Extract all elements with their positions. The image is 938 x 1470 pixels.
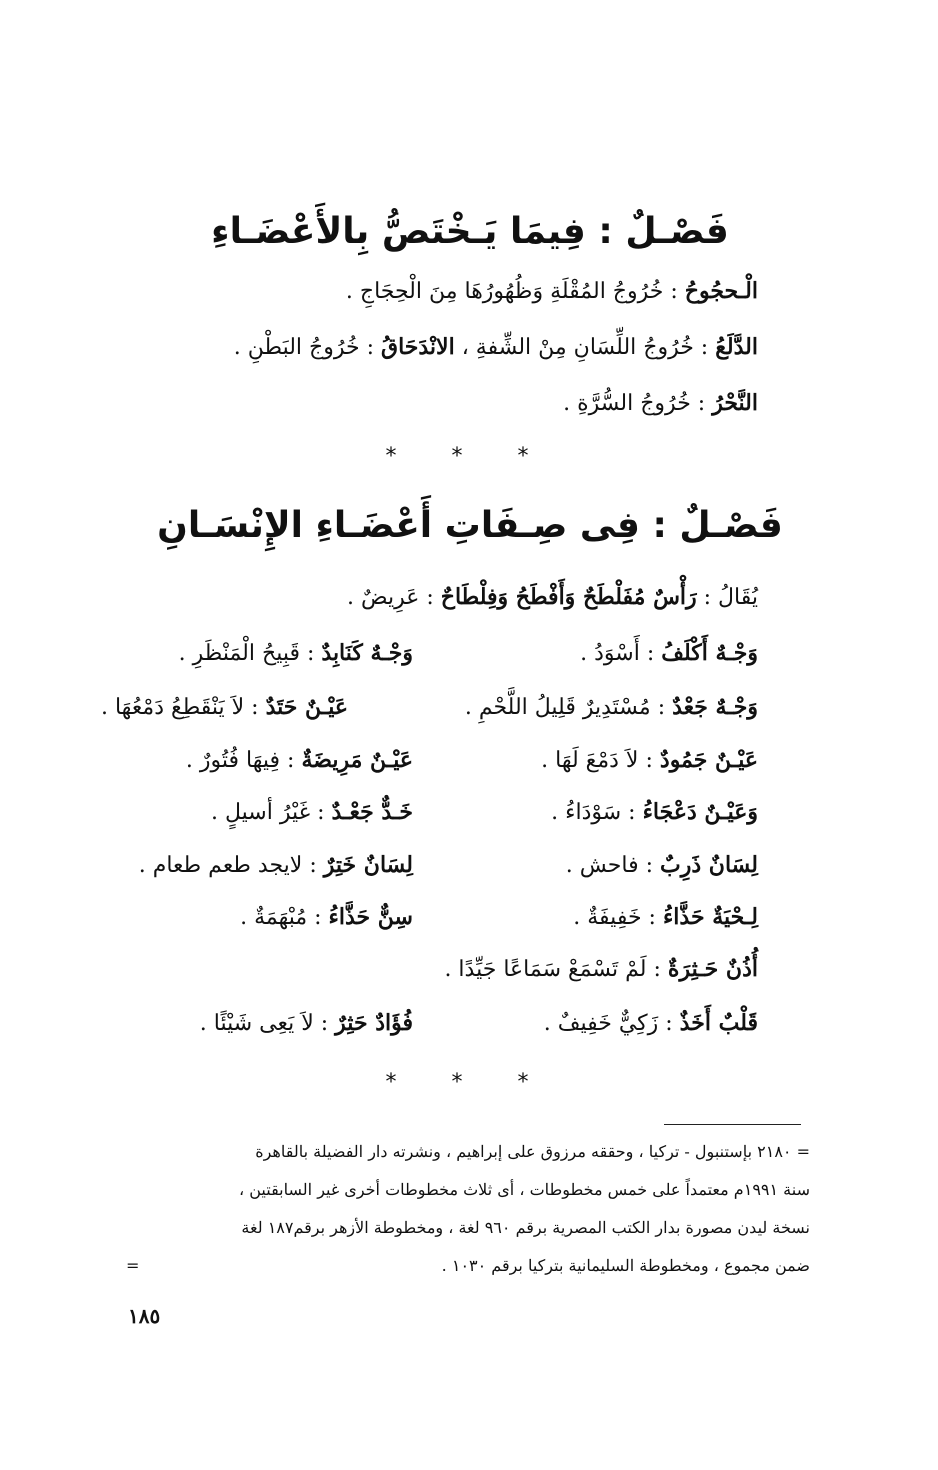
footnote-line: نسخة ليدن مصورة بدار الكتب المصرية برقم ٩٦٠ لغة ، ومخطوطة الأزهر برقم١٨٧ لغة xyxy=(241,1218,810,1237)
entry-pair xyxy=(118,787,758,837)
separator-stars: * * * xyxy=(385,1070,553,1095)
entry-pair xyxy=(118,998,758,1048)
entry-line xyxy=(118,266,758,317)
entry-definition: : خُرُوجُ البَطْنِ . xyxy=(233,335,381,360)
footnote-continuation-mark: = xyxy=(796,1142,810,1161)
footnote-line: سنة ١٩٩١م معتمداً على خمس مخطوطات ، أى ثلاث مخطوطات أخرى غير السابقتين ، xyxy=(239,1180,810,1199)
entry-line xyxy=(118,944,758,995)
entry-pair xyxy=(118,840,758,890)
entry-line xyxy=(118,572,758,623)
footnote-text: ٢١٨٠ بإستنبول - تركيا ، وحققه مرزوق على إبراهيم ، ونشرته دار الفضيلة بالقاهرة xyxy=(255,1142,792,1161)
entry-definition: : سَوْدَاءُ . xyxy=(551,800,643,825)
entry-definition: : فِيهَا فُتُورٌ . xyxy=(185,748,302,773)
entry-definition: : فاحش . xyxy=(565,853,661,878)
entry-term: وَجْـهٌ كَنَابِدٌ xyxy=(321,640,413,666)
entry-term: لِـحْيَةٌ حَذَّاءُ xyxy=(662,904,758,930)
entry-term: لِسَانٌ خَتِرٌ xyxy=(323,852,413,878)
entry-pair xyxy=(118,735,758,785)
entry-definition: : عَرِيضٌ . xyxy=(347,585,441,610)
entry-definition: : مُسْتَدِيرٌ قَلِيلُ اللَّحْمِ . xyxy=(464,695,673,720)
entry-definition: : مُبْهَمَةٌ . xyxy=(240,905,329,930)
entry-term: أُذُنٌ حَـثِرَةٌ xyxy=(667,956,758,982)
entry-term: عَيْـنٌ حَتَدٌ xyxy=(265,694,348,720)
entry-term: رَأْسٌ مُفَلْطَحٌ وَأَفْطَحُ وَفِلْطَاحٌ xyxy=(440,584,697,610)
entry-definition: : خُرُوجُ السُّرَّةِ . xyxy=(563,391,713,416)
entry-term: عَيْـنٌ مَرِيضَةٌ xyxy=(301,747,413,773)
entry-pair xyxy=(118,628,758,678)
entry-definition: : لاَ دَمْعَ لَهَا . xyxy=(541,748,660,773)
footnote-line: ضمن مجموع ، ومخطوطة السليمانية بتركيا برقم ١٠٣٠ . xyxy=(441,1256,810,1275)
entry-term: فُؤَادٌ حَثِرٌ xyxy=(335,1010,413,1036)
entry-prefix: يُقَالُ : xyxy=(696,585,758,610)
section-title-organs: فَصْـلٌ : فِيمَا يَـخْتَصُّ بِالأَعْضَـاءِ xyxy=(211,211,729,252)
footnote-divider xyxy=(664,1124,801,1125)
section-title-human-organs: فَصْـلٌ : فِى صِـفَاتِ أَعْضَـاءِ الإِنْسَـانِ xyxy=(157,505,783,546)
entry-term: خَـدٌّ جَعْـدٌ xyxy=(331,799,413,825)
entry-term: سِنٌّ حَذَّاءُ xyxy=(328,904,413,930)
entry-definition: : لاَ يَعِى شَيْئًا . xyxy=(199,1011,336,1036)
entry-definition: : خَفِيفَةٌ . xyxy=(573,905,663,930)
entry-term: الانْدَحَاقُ xyxy=(381,334,455,360)
entry-term: النَّحْرُ xyxy=(712,390,758,416)
entry-term: الدَّلَعُ xyxy=(715,334,758,360)
entry-term: وَعَيْـنٌ دَعْجَاءُ xyxy=(642,799,758,825)
entry-definition: : أَسْوَدُ . xyxy=(580,641,662,666)
footnote-line xyxy=(120,1134,810,1170)
entry-definition: : لايجد طعم طعام . xyxy=(138,853,324,878)
entry-definition: : قَبِيحُ الْمَنْظَرِ . xyxy=(178,641,322,666)
entry-term: عَيْـنٌ جَمُودٌ xyxy=(659,747,758,773)
entry-definition: : غَيْرُ أسيلٍ . xyxy=(211,800,332,825)
entry-term: قَلْبٌ أَخَذٌ xyxy=(679,1010,758,1036)
entry-pair xyxy=(118,892,758,942)
entry-definition: : لاَ يَنْقَطِعُ دَمْعُهَا . xyxy=(100,695,266,720)
entry-definition: : لَمْ تَسْمَعْ سَمَاعًا جَيِّدًا . xyxy=(444,957,668,982)
entry-line xyxy=(118,378,758,429)
footnote-continuation-mark: = xyxy=(126,1256,140,1275)
entry-definition: : خُرُوجُ اللِّسَانِ مِنْ الشِّفةِ ، xyxy=(454,335,716,360)
entry-term: وَجْـهٌ جَعْدٌ xyxy=(672,694,758,720)
entry-definition: : خُرُوجُ المُقْلَةِ وَظُهُورُهَا مِنَ الْحِجَاجِ . xyxy=(345,279,685,304)
entry-line xyxy=(118,322,758,373)
entry-term: الْـحجُوحُ xyxy=(684,278,758,304)
entry-term: لِسَانٌ ذَرِبٌ xyxy=(660,852,758,878)
separator-stars: * * * xyxy=(385,444,553,469)
entry-definition: : زَكِيٌّ خَفِيفٌ . xyxy=(543,1011,680,1036)
entry-term: وَجْـهٌ أَكْلَفُ xyxy=(661,640,758,666)
page-number: ١٨٥ xyxy=(128,1304,161,1328)
entry-pair xyxy=(100,682,758,732)
